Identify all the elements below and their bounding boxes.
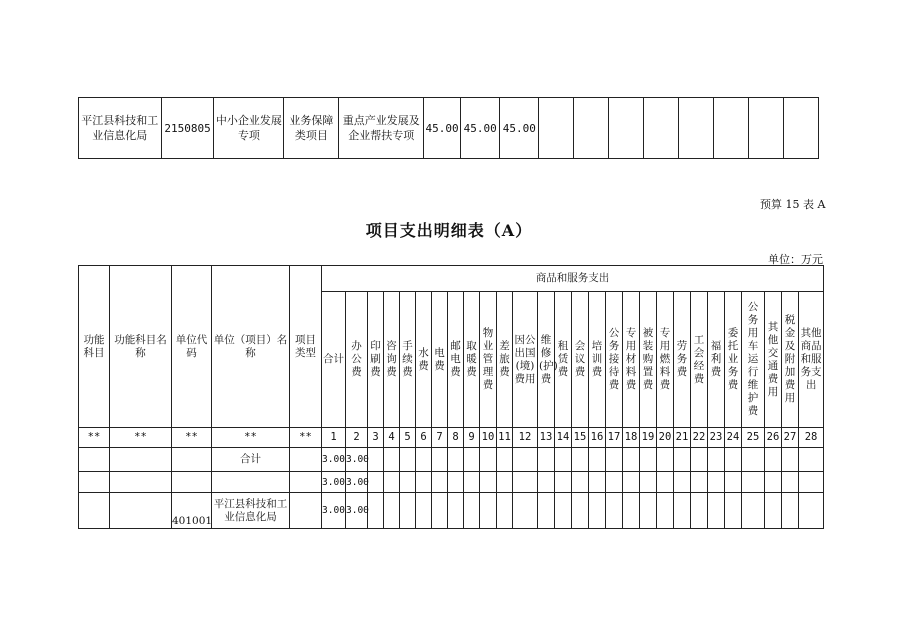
column-header: 维修(护)费 <box>538 292 555 428</box>
empty-cell <box>725 472 742 493</box>
header-row <box>79 266 824 292</box>
empty-cell <box>640 472 657 493</box>
subject-code-cell: 2150805 <box>161 98 214 159</box>
empty-cell <box>464 472 480 493</box>
empty-cell <box>657 448 674 472</box>
func-subject-cell <box>79 493 110 529</box>
empty-cell <box>782 493 799 529</box>
office-fee-cell: 3.00 <box>346 493 368 529</box>
empty-cell <box>657 493 674 529</box>
column-header: 办公费 <box>346 292 368 428</box>
empty-cell <box>368 493 384 529</box>
empty-cell <box>416 472 432 493</box>
project-type-cell <box>290 493 322 529</box>
column-number-row <box>79 428 824 448</box>
column-number: 12 <box>513 428 538 448</box>
empty-cell <box>497 472 513 493</box>
column-header: 委托业务费 <box>725 292 742 428</box>
column-number: 1 <box>322 428 346 448</box>
empty-cell <box>708 493 725 529</box>
column-header: 公务接待费 <box>606 292 623 428</box>
empty-cell <box>782 448 799 472</box>
empty-cell <box>623 493 640 529</box>
detail-cell: 重点产业发展及企业帮扶专项 <box>339 98 424 159</box>
empty-cell <box>714 98 749 159</box>
column-number: 11 <box>497 428 513 448</box>
column-header: 公务用车运行维护费 <box>742 292 765 428</box>
empty-cell <box>742 448 765 472</box>
column-number: 21 <box>674 428 691 448</box>
empty-cell <box>538 472 555 493</box>
empty-cell <box>606 472 623 493</box>
total-cell: 3.00 <box>322 472 346 493</box>
empty-cell <box>555 493 572 529</box>
empty-cell <box>539 98 574 159</box>
empty-cell <box>497 493 513 529</box>
empty-cell <box>384 493 400 529</box>
column-number: 20 <box>657 428 674 448</box>
empty-cell <box>783 98 818 159</box>
column-header: 税金及附加费用 <box>782 292 799 428</box>
empty-cell <box>765 448 782 472</box>
column-header: 被装购置费 <box>640 292 657 428</box>
column-header: 租赁费 <box>555 292 572 428</box>
unit-code-cell: 401001 <box>172 493 212 529</box>
empty-cell <box>572 448 589 472</box>
star-cell: ** <box>172 428 212 448</box>
empty-cell <box>480 493 497 529</box>
table-row <box>79 98 819 159</box>
column-number: 15 <box>572 428 589 448</box>
column-number: 4 <box>384 428 400 448</box>
column-header: 因公出国(境)费用 <box>513 292 538 428</box>
empty-cell <box>640 493 657 529</box>
column-header: 电费 <box>432 292 448 428</box>
empty-cell <box>555 448 572 472</box>
header-project-type: 项目类型 <box>290 266 322 428</box>
empty-cell <box>368 472 384 493</box>
column-number: 26 <box>765 428 782 448</box>
column-header: 取暖费 <box>464 292 480 428</box>
empty-cell <box>513 448 538 472</box>
column-number: 13 <box>538 428 555 448</box>
empty-cell <box>691 472 708 493</box>
empty-cell <box>657 472 674 493</box>
column-number: 27 <box>782 428 799 448</box>
empty-cell <box>497 448 513 472</box>
empty-cell <box>400 448 416 472</box>
unit-project-cell: 平江县科技和工业信息化局 <box>212 493 290 529</box>
empty-cell <box>589 493 606 529</box>
empty-cell <box>384 448 400 472</box>
header-unit-code: 单位代码 <box>172 266 212 428</box>
empty-cell <box>799 448 824 472</box>
column-header: 专用燃料费 <box>657 292 674 428</box>
column-number: 24 <box>725 428 742 448</box>
star-cell: ** <box>290 428 322 448</box>
empty-cell <box>589 472 606 493</box>
empty-cell <box>400 472 416 493</box>
column-number: 17 <box>606 428 623 448</box>
column-number: 14 <box>555 428 572 448</box>
total-cell: 3.00 <box>322 493 346 529</box>
empty-cell <box>589 448 606 472</box>
value-cell: 45.00 <box>461 98 500 159</box>
empty-cell <box>572 472 589 493</box>
star-cell: ** <box>110 428 172 448</box>
header-unit-project: 单位（项目）名称 <box>212 266 290 428</box>
empty-cell <box>742 472 765 493</box>
empty-cell <box>572 493 589 529</box>
empty-cell <box>464 493 480 529</box>
value-cell: 45.00 <box>500 98 539 159</box>
project-type-cell <box>290 448 322 472</box>
column-number: 25 <box>742 428 765 448</box>
empty-cell <box>538 493 555 529</box>
column-header: 会议费 <box>572 292 589 428</box>
column-number: 9 <box>464 428 480 448</box>
empty-cell <box>725 448 742 472</box>
empty-cell <box>384 472 400 493</box>
header-group: 商品和服务支出 <box>322 266 824 292</box>
star-cell: ** <box>212 428 290 448</box>
project-expense-table <box>78 265 824 529</box>
empty-cell <box>574 98 609 159</box>
column-number: 19 <box>640 428 657 448</box>
empty-cell <box>432 448 448 472</box>
empty-cell <box>368 448 384 472</box>
column-number: 22 <box>691 428 708 448</box>
column-number: 28 <box>799 428 824 448</box>
column-header: 工会经费 <box>691 292 708 428</box>
column-header: 专用材料费 <box>623 292 640 428</box>
column-header: 福利费 <box>708 292 725 428</box>
column-header: 培训费 <box>589 292 606 428</box>
unit-project-cell: 合计 <box>212 448 290 472</box>
office-fee-cell: 3.00 <box>346 472 368 493</box>
unit-label: 单位：万元 <box>768 253 823 266</box>
empty-cell <box>799 472 824 493</box>
column-number: 23 <box>708 428 725 448</box>
office-fee-cell: 3.00 <box>346 448 368 472</box>
column-header: 印刷费 <box>368 292 384 428</box>
unit-code-cell <box>172 472 212 493</box>
empty-cell <box>748 98 783 159</box>
column-number: 8 <box>448 428 464 448</box>
header-func-subject-name: 功能科目名称 <box>110 266 172 428</box>
empty-cell <box>691 493 708 529</box>
empty-cell <box>674 493 691 529</box>
column-header: 咨询费 <box>384 292 400 428</box>
empty-cell <box>679 98 714 159</box>
column-header: 其他商品和服务支出 <box>799 292 824 428</box>
column-number: 6 <box>416 428 432 448</box>
project-type-cell: 业务保障类项目 <box>284 98 339 159</box>
empty-cell <box>708 448 725 472</box>
empty-cell <box>725 493 742 529</box>
empty-cell <box>609 98 644 159</box>
column-number: 2 <box>346 428 368 448</box>
func-subject-name-cell <box>110 448 172 472</box>
empty-cell <box>623 472 640 493</box>
project-type-cell <box>290 472 322 493</box>
empty-cell <box>513 472 538 493</box>
empty-cell <box>464 448 480 472</box>
budget-table-number: 预算 15 表 A <box>760 198 826 211</box>
empty-cell <box>416 448 432 472</box>
empty-cell <box>674 472 691 493</box>
empty-cell <box>708 472 725 493</box>
project-cell: 中小企业发展专项 <box>214 98 284 159</box>
empty-cell <box>448 472 464 493</box>
empty-cell <box>416 493 432 529</box>
table-row <box>79 448 824 472</box>
column-header: 其他交通费用 <box>765 292 782 428</box>
empty-cell <box>538 448 555 472</box>
column-number: 10 <box>480 428 497 448</box>
empty-cell <box>555 472 572 493</box>
empty-cell <box>765 493 782 529</box>
column-header: 邮电费 <box>448 292 464 428</box>
column-header: 差旅费 <box>497 292 513 428</box>
unit-name-cell: 平江县科技和工业信息化局 <box>79 98 162 159</box>
func-subject-name-cell <box>110 472 172 493</box>
column-number: 5 <box>400 428 416 448</box>
empty-cell <box>765 472 782 493</box>
empty-cell <box>623 448 640 472</box>
empty-cell <box>674 448 691 472</box>
empty-cell <box>644 98 679 159</box>
func-subject-cell <box>79 472 110 493</box>
empty-cell <box>480 472 497 493</box>
empty-cell <box>799 493 824 529</box>
star-cell: ** <box>79 428 110 448</box>
column-number: 18 <box>623 428 640 448</box>
page-title: 项目支出明细表（A） <box>365 221 533 240</box>
empty-cell <box>400 493 416 529</box>
value-cell: 45.00 <box>424 98 461 159</box>
header-func-subject: 功能科目 <box>79 266 110 428</box>
top-fragment-table <box>78 97 819 159</box>
unit-code-cell <box>172 448 212 472</box>
table-row <box>79 493 824 529</box>
column-header: 手续费 <box>400 292 416 428</box>
column-header: 水费 <box>416 292 432 428</box>
empty-cell <box>691 448 708 472</box>
table-row <box>79 472 824 493</box>
empty-cell <box>606 493 623 529</box>
empty-cell <box>448 448 464 472</box>
column-number: 7 <box>432 428 448 448</box>
unit-project-cell <box>212 472 290 493</box>
column-header: 合计 <box>322 292 346 428</box>
empty-cell <box>782 472 799 493</box>
empty-cell <box>513 493 538 529</box>
column-header: 劳务费 <box>674 292 691 428</box>
func-subject-name-cell <box>110 493 172 529</box>
empty-cell <box>432 472 448 493</box>
empty-cell <box>640 448 657 472</box>
empty-cell <box>606 448 623 472</box>
empty-cell <box>448 493 464 529</box>
empty-cell <box>480 448 497 472</box>
empty-cell <box>432 493 448 529</box>
func-subject-cell <box>79 448 110 472</box>
total-cell: 3.00 <box>322 448 346 472</box>
column-number: 16 <box>589 428 606 448</box>
empty-cell <box>742 493 765 529</box>
column-header: 物业管理费 <box>480 292 497 428</box>
column-number: 3 <box>368 428 384 448</box>
